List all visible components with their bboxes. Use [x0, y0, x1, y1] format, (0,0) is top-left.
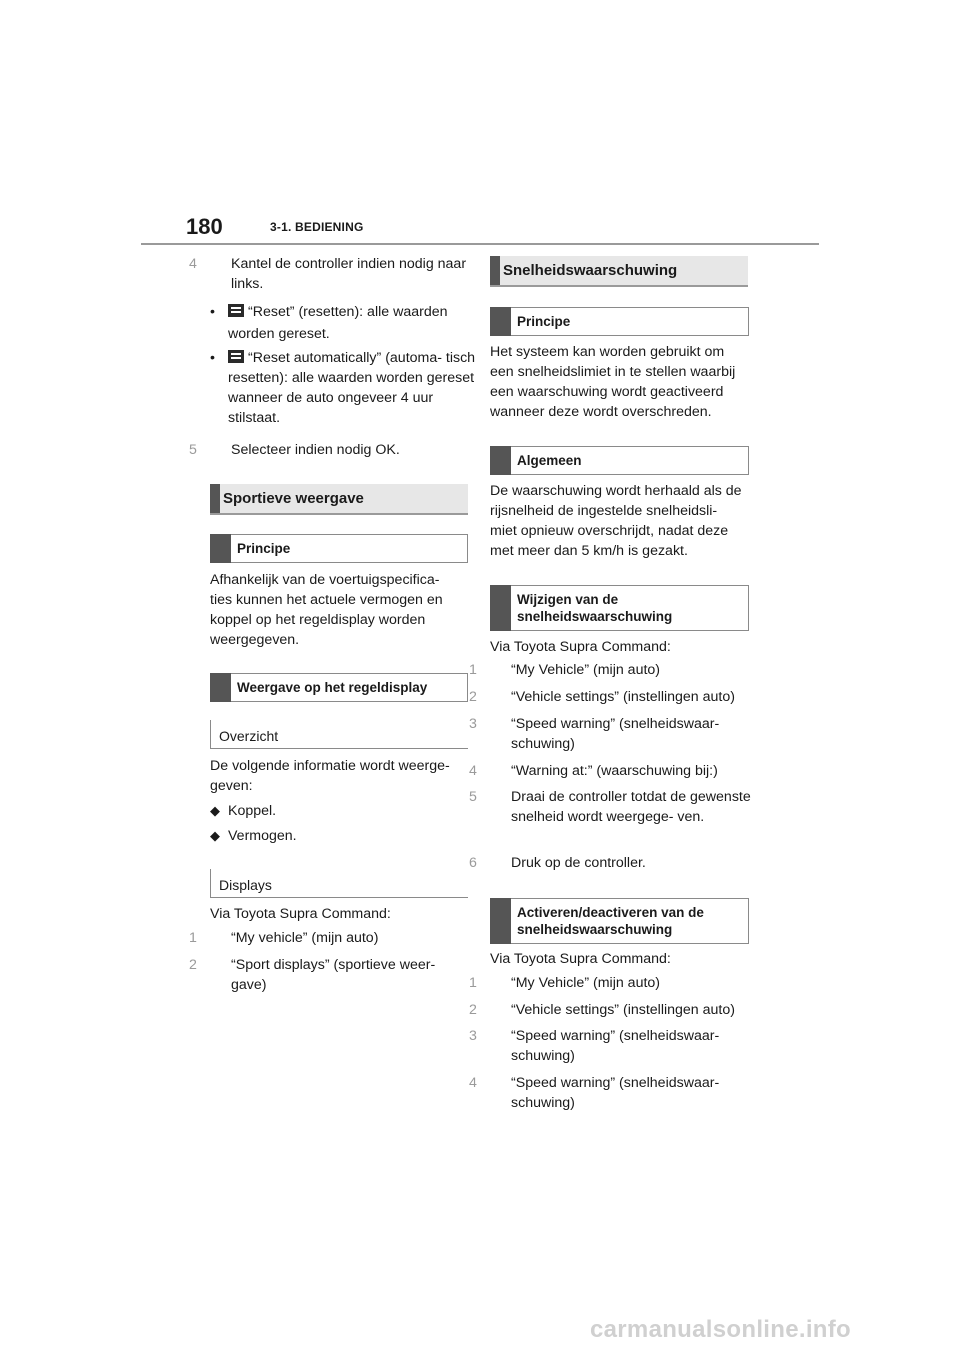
step-text: “My Vehicle” (mijn auto) — [511, 662, 661, 678]
step-number: 4 — [189, 256, 197, 272]
principe-paragraph: Afhankelijk van de voertuigspecifica- ties kunnen het actuele vermogen en koppel op het regeldisplay worden weergegeven. — [210, 572, 443, 648]
via-command-text: Via Toyota Supra Command: — [210, 906, 391, 922]
subheading-text: Principe — [517, 314, 571, 329]
step-number: 3 — [469, 716, 477, 732]
reset-icon — [228, 304, 244, 317]
list-item-koppel — [210, 801, 468, 821]
subheading-overzicht — [210, 720, 468, 749]
step-text: “Vehicle settings” (instellingen auto) — [511, 689, 735, 705]
diamond-bullet-icon: ◆ — [210, 828, 220, 843]
heading-sportieve-weergave — [210, 484, 468, 515]
step-text: “Sport displays” (sportieve weer- gave) — [231, 957, 436, 993]
bullet-reset-auto — [210, 348, 482, 428]
bullet-reset — [210, 301, 482, 345]
step-4 — [469, 1073, 751, 1113]
bullet-text: “Reset” (resetten): alle waarden worden gereset. — [228, 304, 448, 342]
diamond-bullet-icon: ◆ — [210, 803, 220, 818]
step-1 — [469, 973, 767, 993]
heading-snelheidswaarschuwing — [490, 256, 748, 287]
step-text: “Warning at:” (waarschuwing bij:) — [511, 763, 718, 779]
step-number: 2 — [469, 689, 477, 705]
subheading-text: Weergave op het regeldisplay — [237, 680, 428, 695]
subheading-algemeen — [490, 446, 749, 475]
step-4 — [469, 761, 767, 781]
subheading-weergave-regeldisplay — [210, 673, 468, 702]
subheading-principe — [490, 307, 749, 336]
via-command-text: Via Toyota Supra Command: — [490, 639, 671, 655]
step-number: 1 — [469, 662, 477, 678]
bullet-text: “Reset automatically” (automa- tisch resetten): alle waarden worden gereset wanneer de auto ongeveer 4 uur stilstaat. — [228, 350, 476, 426]
step-text: Kantel de controller indien nodig naar links. — [231, 256, 467, 292]
step-number: 2 — [469, 1002, 477, 1018]
step-text: “Speed warning” (snelheidswaar- schuwing) — [511, 716, 720, 752]
bullet-dot: • — [210, 304, 215, 320]
subheading-text: Activeren/deactiveren van de snelheidswaarschuwing — [517, 905, 704, 937]
list-item-text: Koppel. — [228, 803, 277, 819]
subheading-text: Principe — [237, 541, 291, 556]
header-divider — [141, 243, 819, 245]
step-text: Druk op de controller. — [511, 855, 646, 871]
step-2 — [469, 687, 773, 707]
step-6 — [469, 853, 767, 873]
step-text: “Speed warning” (snelheidswaar- schuwing) — [511, 1028, 720, 1064]
subheading-displays — [210, 869, 468, 898]
step-number: 2 — [189, 957, 197, 973]
subheading-text: Algemeen — [517, 453, 582, 468]
subheading-text: Overzicht — [219, 728, 279, 744]
step-4 — [189, 254, 471, 294]
section-label: 3-1. BEDIENING — [270, 220, 364, 234]
step-2 — [469, 1000, 773, 1020]
list-item-vermogen — [210, 826, 468, 846]
step-3 — [469, 1026, 751, 1066]
step-number: 1 — [469, 975, 477, 991]
step-number: 5 — [469, 789, 477, 805]
step-number: 3 — [469, 1028, 477, 1044]
left-column — [189, 254, 476, 1014]
step-text: “Speed warning” (snelheidswaar- schuwing) — [511, 1075, 720, 1111]
bullet-dot: • — [210, 350, 215, 366]
step-number: 4 — [469, 763, 477, 779]
subheading-activeren — [490, 898, 749, 944]
subheading-wijzigen — [490, 585, 749, 631]
step-number: 5 — [189, 442, 197, 458]
heading-text: Snelheidswaarschuwing — [503, 262, 678, 279]
step-text: Draai de controller totdat de gewenste snelheid wordt weergege- ven. — [511, 789, 751, 825]
step-1 — [189, 928, 471, 948]
step-1 — [469, 660, 767, 680]
step-5 — [189, 440, 471, 460]
subheading-text: Wijzigen van de snelheidswaarschuwing — [517, 592, 673, 624]
subheading-principe — [210, 534, 468, 563]
page-number: 180 — [186, 214, 223, 239]
step-number: 1 — [189, 930, 197, 946]
step-text: Selecteer indien nodig OK. — [231, 442, 400, 458]
step-text: “Vehicle settings” (instellingen auto) — [511, 1002, 735, 1018]
step-3 — [469, 714, 751, 754]
heading-text: Sportieve weergave — [223, 490, 364, 507]
auto-reset-icon — [228, 350, 244, 363]
step-number: 4 — [469, 1075, 477, 1091]
step-5 — [469, 787, 767, 827]
watermark-logo: carmanualsonline.info — [590, 1316, 852, 1343]
via-command-text: Via Toyota Supra Command: — [490, 951, 671, 967]
overzicht-paragraph: De volgende informatie wordt weerge- geven: — [210, 758, 450, 794]
subheading-text: Displays — [219, 877, 272, 893]
step-text: “My vehicle” (mijn auto) — [231, 930, 379, 946]
step-2 — [189, 955, 471, 995]
step-number: 6 — [469, 855, 477, 871]
right-column — [469, 256, 752, 1126]
list-item-text: Vermogen. — [228, 828, 297, 844]
principe-paragraph: Het systeem kan worden gebruikt om een snelheidslimiet in te stellen waarbij een waarschuwing wordt geactiveerd wanneer deze wordt overschreden. — [490, 344, 736, 420]
step-text: “My Vehicle” (mijn auto) — [511, 975, 661, 991]
algemeen-paragraph: De waarschuwing wordt herhaald als de rijsnelheid de ingestelde snelheidsli- miet opnieuw overschrijdt, nadat deze met meer dan 5 km/h is gezakt. — [490, 483, 742, 559]
